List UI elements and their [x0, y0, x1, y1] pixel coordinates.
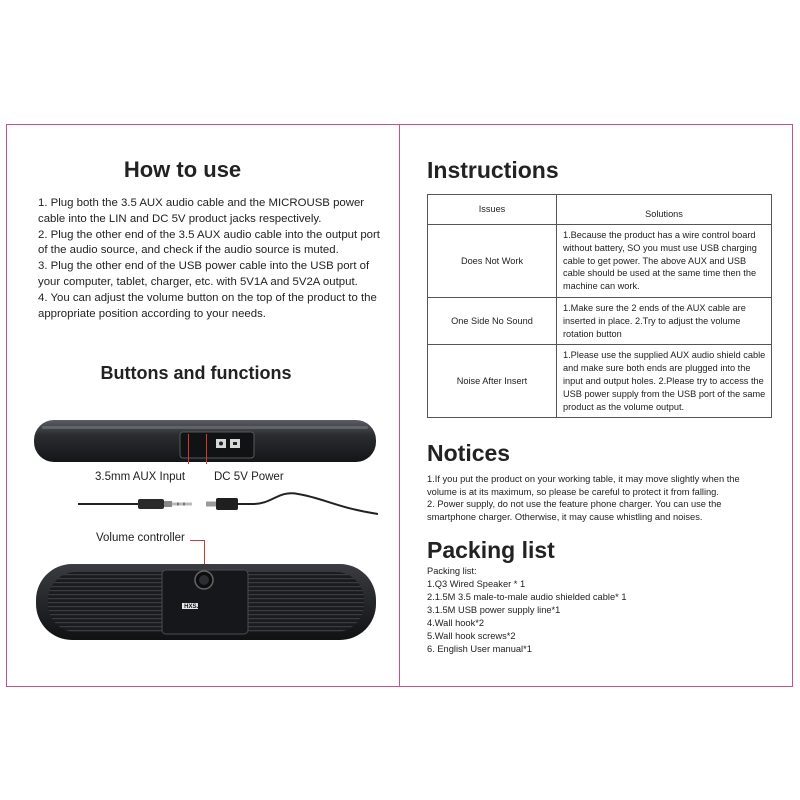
issue-cell: One Side No Sound [428, 298, 557, 345]
list-item: 2.1.5M 3.5 male-to-male audio shielded cable* 1 [427, 592, 627, 602]
speaker-front-image [34, 562, 378, 642]
packing-list [427, 565, 772, 656]
dc-power-label: DC 5V Power [214, 471, 284, 483]
volume-controller-label: Volume controller [96, 532, 185, 544]
how-to-use-step: 4. You can adjust the volume button on the top of the product to the appropriate position according to your needs. [38, 291, 377, 320]
list-item: 1.Q3 Wired Speaker * 1 [427, 579, 526, 589]
table-row [428, 225, 772, 298]
dc-callout-line [206, 434, 207, 464]
packing-list-intro: Packing list: [427, 566, 477, 576]
notice-item: 2. Power supply, do not use the feature phone charger. You can use the smartphone charger. Otherwise, it may cause whistling and noises. [427, 499, 722, 522]
table-row [428, 345, 772, 418]
volume-callout-h [190, 540, 204, 541]
aux-callout-line [188, 434, 189, 464]
column-header-issues: Issues [428, 195, 557, 225]
notice-item: 1.If you put the product on your working table, it may move slightly when the volume is at its maximum, so please be careful to protect it from falling. [427, 474, 740, 497]
packing-list-title: Packing list [427, 537, 555, 563]
notices-title: Notices [427, 440, 511, 466]
column-header-solutions: Solutions [557, 195, 772, 225]
speaker-logo: HXSJ [184, 604, 200, 610]
how-to-use-step: 1. Plug both the 3.5 AUX audio cable and the MICROUSB power cable into the LIN and DC 5V product jacks respectively. [38, 197, 365, 225]
list-item: 4.Wall hook*2 [427, 618, 485, 628]
list-item: 5.Wall hook screws*2 [427, 631, 516, 641]
solution-cell: 1.Please use the supplied AUX audio shield cable and make sure both ends are plugged into the input and output holes. 2.Please try to access the USB power supply from the USB port of the same product as the volume output. [557, 345, 772, 418]
table-header-row [428, 195, 772, 225]
notices-text [427, 473, 772, 523]
how-to-use-steps [38, 196, 388, 322]
solution-cell: 1.Because the product has a wire control board without battery, SO you must use USB charging cable to get power. The above AUX and USB cable should be used at the same time then the machine can work. [557, 225, 772, 298]
instructions-table [427, 194, 772, 418]
speaker-rear-image [30, 412, 380, 464]
buttons-functions-title: Buttons and functions [100, 363, 292, 383]
table-row [428, 298, 772, 345]
aux-input-label: 3.5mm AUX Input [95, 471, 186, 483]
cables-image [78, 486, 378, 522]
instructions-title: Instructions [427, 157, 559, 183]
list-item: 6. English User manual*1 [427, 644, 532, 654]
page-divider [399, 124, 400, 687]
list-item: 3.1.5M USB power supply line*1 [427, 605, 561, 615]
solution-cell: 1.Make sure the 2 ends of the AUX cable are inserted in place. 2.Try to adjust the volume rotation button [557, 298, 772, 345]
how-to-use-title: How to use [123, 157, 242, 182]
how-to-use-step: 2. Plug the other end of the 3.5 AUX audio cable into the output port of the audio source, and check if the audio source is muted. [38, 228, 380, 257]
how-to-use-step: 3. Plug the other end of the USB power cable into the USB port of your computer, tablet, charger, etc. with 5V1A and 5V2A output. [38, 260, 370, 288]
issue-cell: Noise After Insert [428, 345, 557, 418]
issue-cell: Does Not Work [428, 225, 557, 298]
